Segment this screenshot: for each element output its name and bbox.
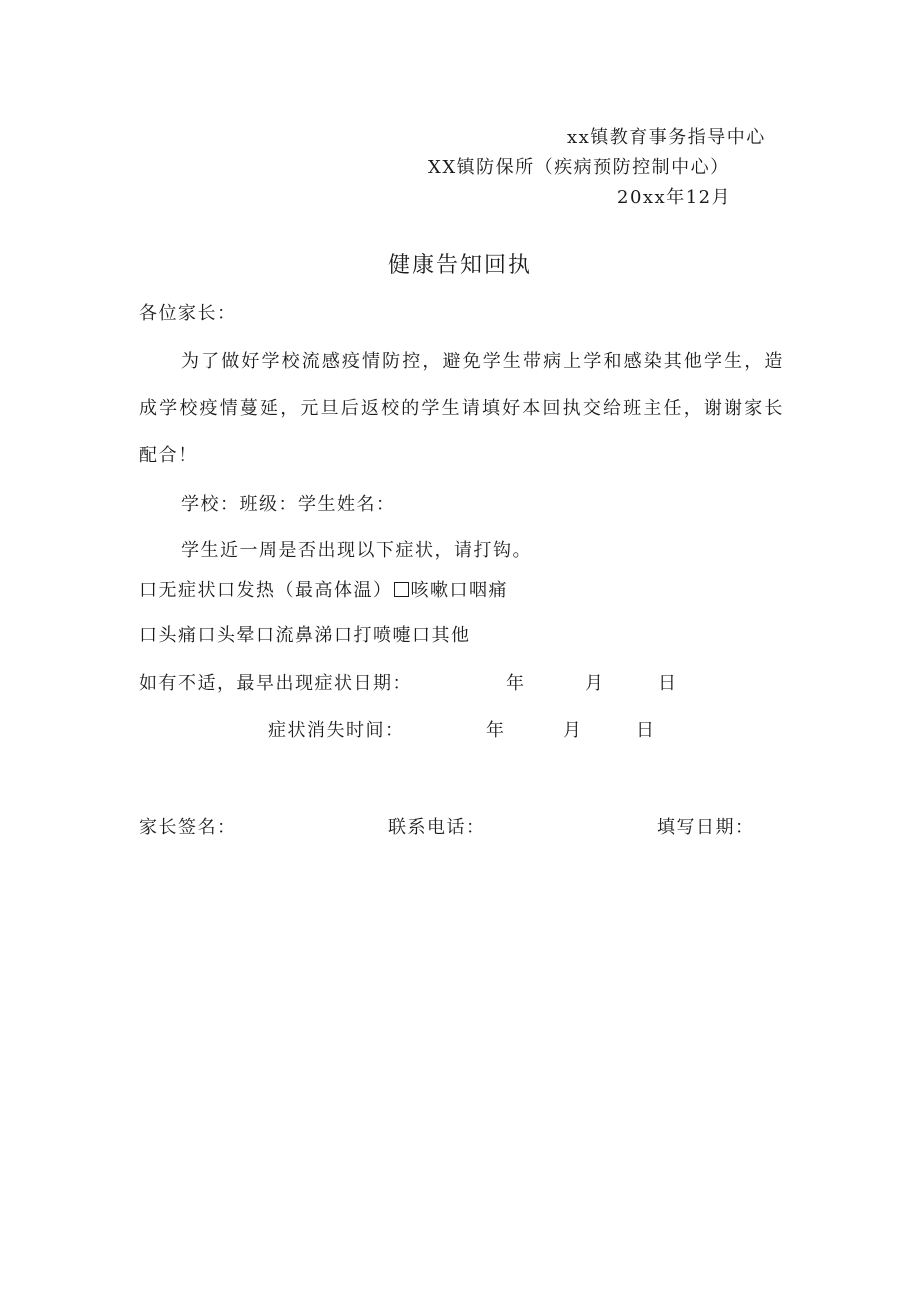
onset-date-label: 如有不适，最早出现症状日期： <box>139 673 412 694</box>
symptom-prompt: 学生近一周是否出现以下症状，请打钩。 <box>181 540 532 561</box>
symptoms-row-2[interactable]: 口头痛口头晕口流鼻涕口打喷嚏口其他 <box>139 625 471 646</box>
student-info-fields: 学校：班级：学生姓名： <box>181 494 396 515</box>
option-no-symptom[interactable]: 口无症状 <box>139 580 217 601</box>
issuer-disease-control: XX镇防保所（疾病预防控制中心） <box>428 157 730 178</box>
resolve-date-label: 症状消失时间： <box>268 720 405 741</box>
salutation: 各位家长： <box>139 303 237 324</box>
option-fever[interactable]: 口发热（最高体温） <box>217 580 393 601</box>
resolve-day[interactable]: 日 <box>636 720 654 741</box>
onset-year[interactable]: 年 <box>506 673 524 694</box>
page-title: 健康告知回执 <box>388 253 533 278</box>
parent-signature-field[interactable]: 家长签名： <box>139 817 237 838</box>
symptoms-row-1 <box>139 580 508 602</box>
checkbox-icon[interactable] <box>394 582 409 597</box>
phone-field[interactable]: 联系电话： <box>388 817 486 838</box>
resolve-year[interactable]: 年 <box>486 720 504 741</box>
option-sore-throat[interactable]: 口咽痛 <box>449 580 508 601</box>
fill-date-field[interactable]: 填写日期： <box>657 817 755 838</box>
onset-day[interactable]: 日 <box>658 673 676 694</box>
onset-month[interactable]: 月 <box>585 673 603 694</box>
resolve-month[interactable]: 月 <box>563 720 581 741</box>
issue-date: 20xx年12月 <box>617 187 732 208</box>
option-cough[interactable]: 咳嗽 <box>410 580 450 601</box>
intro-paragraph: 为了做好学校流感疫情防控，避免学生带病上学和感染其他学生，造成学校疫情蔓延，元旦后返校的学生请填好本回执交给班主任，谢谢家长配合！ <box>139 351 784 466</box>
issuer-education-center: xx镇教育事务指导中心 <box>567 127 766 148</box>
